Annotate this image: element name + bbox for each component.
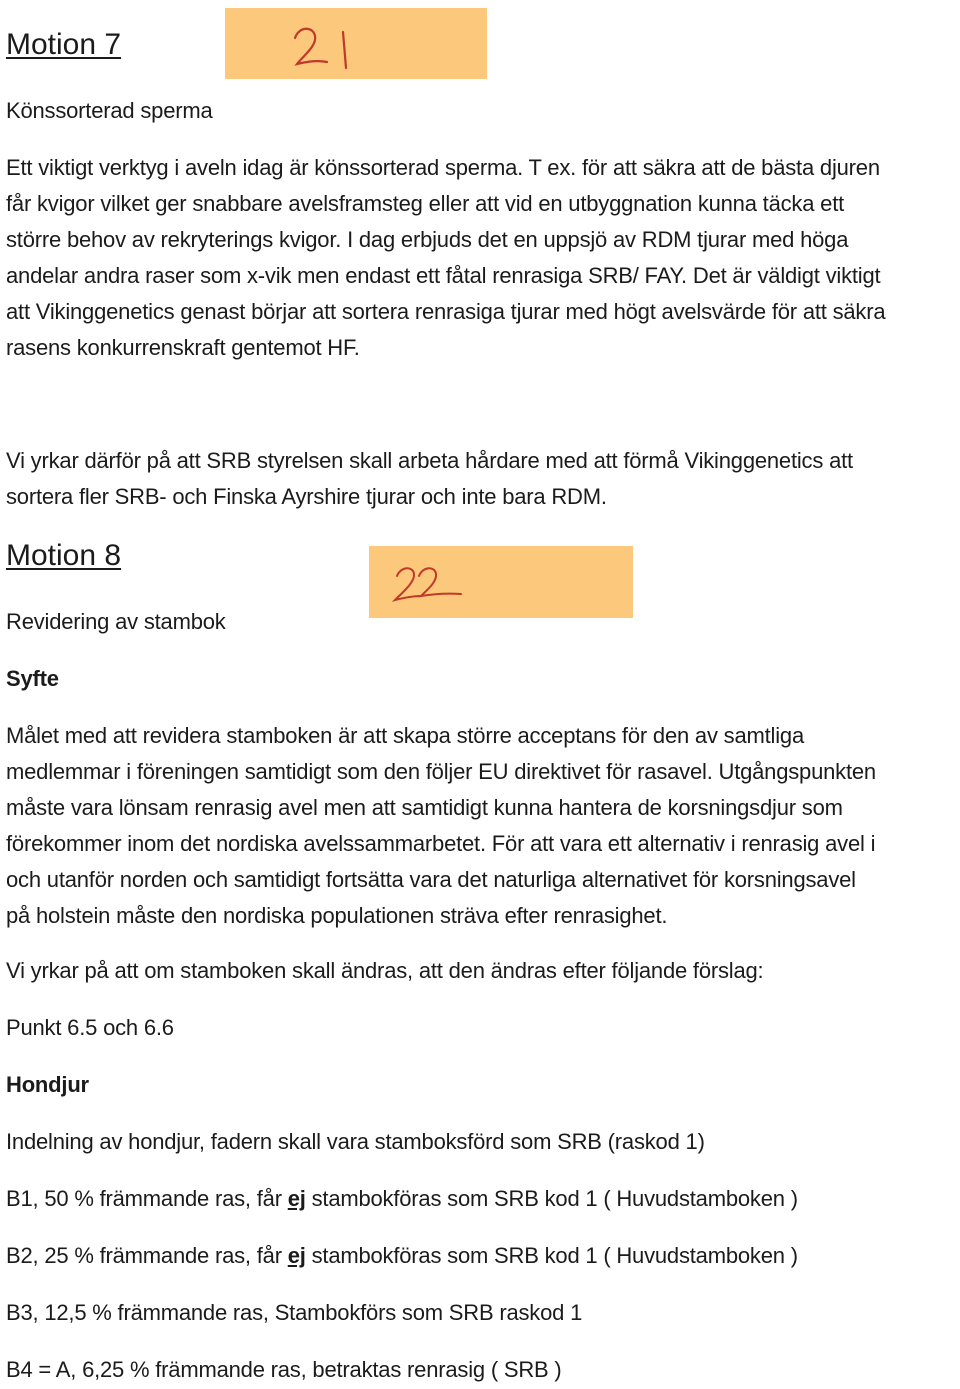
- body-line: rasens konkurrenskraft gentemot HF.: [6, 335, 360, 360]
- body-line: att Vikinggenetics genast börjar att sortera renrasiga tjurar med högt avelsvärde för att säkra: [6, 299, 886, 324]
- handwritten-number-21: [225, 8, 487, 79]
- body-line: får kvigor vilket ger snabbare avelsframsteg eller att vid en utbyggnation kunna täcka ett: [6, 191, 845, 216]
- motion-8-title: Revidering av stambok: [6, 609, 226, 634]
- points-reference: Punkt 6.5 och 6.6: [6, 1015, 174, 1040]
- motion-7-request: [6, 443, 853, 515]
- rule-b1-emphasis: ej: [287, 1186, 306, 1211]
- purpose-line: på holstein måste den nordiska populationen sträva efter renrasighet.: [6, 903, 668, 928]
- rule-b2-emphasis: ej: [287, 1243, 306, 1268]
- motion-7-title: Könssorterad sperma: [6, 98, 213, 123]
- rule-b2-pre: B2, 25 % främmande ras, får: [6, 1243, 288, 1268]
- body-line: andelar andra raser som x-vik men endast ett fåtal renrasiga SRB/ FAY. Det är väldigt viktigt: [6, 263, 881, 288]
- sticky-note-22: [369, 546, 633, 618]
- rule-b3: B3, 12,5 % främmande ras, Stambokförs som SRB raskod 1: [6, 1300, 583, 1325]
- handwritten-number-22: [369, 546, 633, 618]
- rule-b1: [6, 1181, 798, 1217]
- request-line: sortera fler SRB- och Finska Ayrshire tjurar och inte bara RDM.: [6, 484, 607, 509]
- proposal-intro: Vi yrkar på att om stamboken skall ändras, att den ändras efter följande förslag:: [6, 958, 764, 983]
- purpose-line: måste vara lönsam renrasig avel men att samtidigt kunna hantera de korsningsdjur som: [6, 795, 843, 820]
- purpose-line: Målet med att revidera stamboken är att skapa större acceptans för den av samtliga: [6, 723, 804, 748]
- purpose-heading: Syfte: [6, 666, 59, 691]
- motion-7-body: [6, 150, 885, 366]
- rule-b1-pre: B1, 50 % främmande ras, får: [6, 1186, 288, 1211]
- rule-b4: B4 = A, 6,25 % främmande ras, betraktas renrasig ( SRB ): [6, 1357, 562, 1382]
- purpose-line: förekommer inom det nordiska avelssammarbetet. För att vara ett alternativ i renrasig avel i: [6, 831, 876, 856]
- purpose-line: medlemmar i föreningen samtidigt som den följer EU direktivet för rasavel. Utgångspunkten: [6, 759, 876, 784]
- female-heading: Hondjur: [6, 1072, 89, 1097]
- rule-b1-post: stambokföras som SRB kod 1 ( Huvudstamboken ): [305, 1186, 798, 1211]
- female-intro: Indelning av hondjur, fadern skall vara stamboksförd som SRB (raskod 1): [6, 1129, 705, 1154]
- body-line: större behov av rekryterings kvigor. I dag erbjuds det en uppsjö av RDM tjurar med höga: [6, 227, 849, 252]
- rule-b2-post: stambokföras som SRB kod 1 ( Huvudstamboken ): [305, 1243, 798, 1268]
- body-line: Ett viktigt verktyg i aveln idag är könssorterad sperma. T ex. för att säkra att de bästa djuren: [6, 155, 880, 180]
- purpose-line: och utanför norden och samtidigt fortsätta vara det naturliga alternativet för korsningsavel: [6, 867, 856, 892]
- motion-8-heading: Motion 8: [6, 539, 122, 572]
- rule-b2: [6, 1238, 798, 1274]
- motion-7-heading: Motion 7: [6, 28, 122, 61]
- request-line: Vi yrkar därför på att SRB styrelsen skall arbeta hårdare med att förmå Vikinggenetics att: [6, 448, 853, 473]
- purpose-body: [6, 718, 876, 934]
- sticky-note-21: [225, 8, 487, 79]
